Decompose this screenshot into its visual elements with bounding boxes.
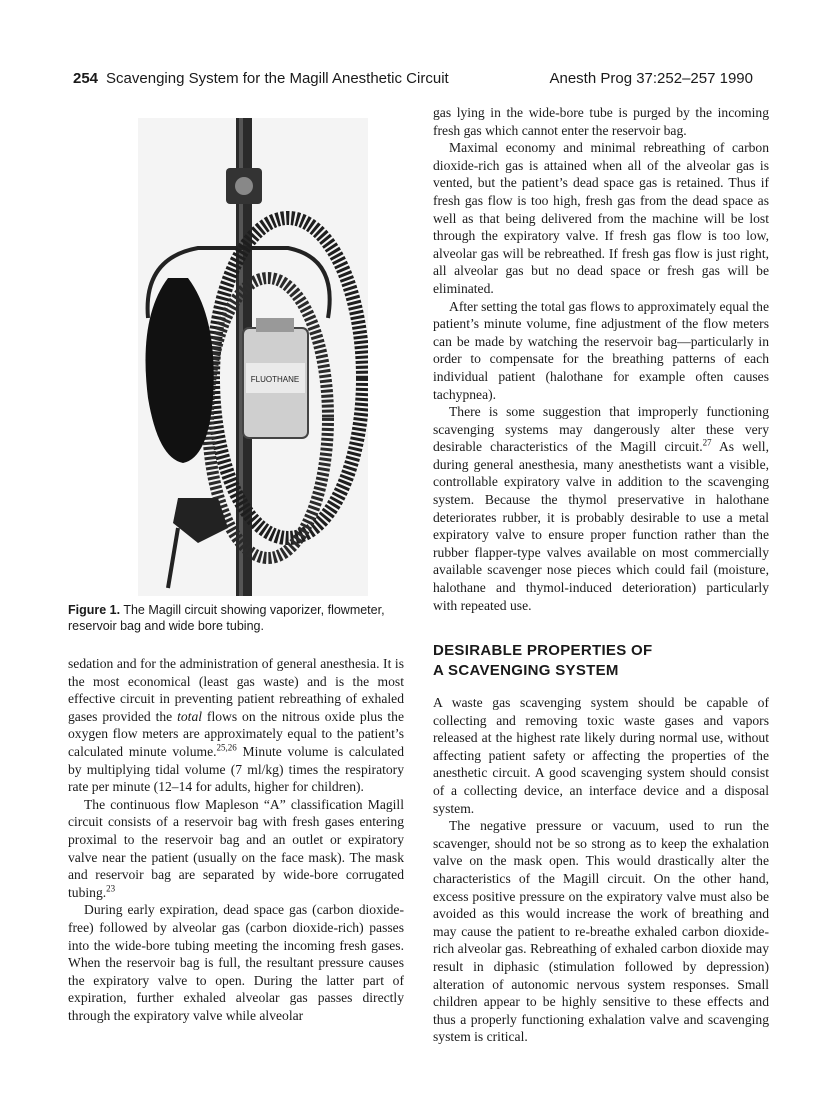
figure-magill-circuit-photo	[138, 118, 368, 596]
paragraph: The negative pressure or vacuum, used to run the scavenger, should not be so strong as to keep the exhalation valve on the mask open. This would drastically alter the characteristics of the Magill circuit. On the other hand, excess positive pressure on the expiratory valve must also be avoided as this would increase the work of breathing and may cause the patient to re-breathe exhaled carbon dioxide-rich alveolar gas. Rebreathing of exhaled carbon dioxide may result in diphasic (stimulation followed by depression) alteration of autonomic nervous system responses. Small children appear to be highly sensitive to these effects and thus a properly functioning exhalation valve and scavenging system is critical.	[433, 818, 769, 1045]
journal-reference: Anesth Prog 37:252–257 1990	[549, 70, 753, 87]
right-column-bottom	[433, 694, 769, 1046]
text-run: There is some suggestion that improperly functioning scavenging systems may dangerously alter these very desirable characteristics of the Magill circuit.	[433, 404, 769, 455]
paragraph	[433, 403, 769, 614]
paragraph	[68, 655, 404, 796]
left-column	[68, 655, 404, 1024]
text-run: sedation and for the administration of general anesthesia. It is the most economical (least gas waste) and is the most effective circuit in preventing patient rebreathing of exhaled gases provided the	[68, 656, 404, 724]
text-run: The continuous flow Mapleson “A” classification Magill circuit consists of a reservoir bag with fresh gases entering proximal to the reservoir bag and an outlet or expiratory valve near the patient (usually on the face mask). The mask and reservoir bag are separated by wide-bore corrugated tubing.	[68, 796, 404, 900]
paragraph: After setting the total gas flows to approximately equal the patient’s minute volume, fine adjustment of the flow meters can be made by watching the reservoir bag—particularly in order to compensate for the breathing patterns of each individual patient (halothane for example often causes tachypnea).	[433, 298, 769, 402]
vaporizer-label: FLUOTHANE	[250, 375, 300, 384]
running-header-left	[73, 70, 449, 87]
running-title: Scavenging System for the Magill Anesthetic Circuit	[106, 70, 449, 87]
right-column-top	[433, 104, 769, 614]
text-run: flows on the nitrous oxide plus the oxygen flow meters are approximately equal to the patient’s calculated minute volume.	[68, 708, 404, 759]
figure-caption	[68, 602, 404, 634]
paragraph: gas lying in the wide-bore tube is purged by the incoming fresh gas which cannot enter the reservoir bag.	[433, 105, 769, 138]
paragraph	[68, 796, 404, 902]
text-run: Minute volume is calculated by multiplying tidal volume (7 ml/kg) times the respiratory rate per minute (12–14 for adults, higher for children).	[68, 743, 404, 795]
citation: 23	[106, 883, 116, 894]
figure-label: Figure 1.	[68, 603, 121, 617]
figure-caption-text: The Magill circuit showing vaporizer, flowmeter, reservoir bag and wide bore tubing.	[68, 603, 385, 633]
paragraph: A waste gas scavenging system should be capable of collecting and removing toxic waste gases and vapors released at the highest rate likely during normal use, without affecting patient safety or affecting the properties of the anesthetic circuit. A good scavenging system should consist of a collecting device, an interface device and a disposal system.	[433, 695, 769, 816]
heading-line: A SCAVENGING SYSTEM	[433, 662, 619, 679]
citation: 25,26	[216, 742, 237, 753]
heading-line: DESIRABLE PROPERTIES OF	[433, 642, 653, 659]
italic-run: total	[177, 708, 203, 724]
page-number: 254	[73, 70, 99, 87]
paragraph: Maximal economy and minimal rebreathing of carbon dioxide-rich gas is attained when all of the alveolar gas is vented, but the patient’s dead space gas is retained. Thus if fresh gas flow is too high, fresh gas from the dead space as well as that being delivered from the machine will be lost through the expiratory valve. If fresh gas flow is too low, alveolar gas will be rebreathed. If fresh gas flow is just right, all alveolar gas but no dead space or fresh gas will be eliminated.	[433, 140, 769, 296]
section-heading	[433, 641, 769, 681]
paragraph: During early expiration, dead space gas (carbon dioxide-free) followed by alveolar gas (carbon dioxide-rich) passes into the wide-bore tubing meeting the incoming fresh gases. When the reservoir bag is full, the resultant pressure causes the expiratory valve to open. During the latter part of expiration, further exhaled alveolar gas passes directly through the expiratory valve while alveolar	[68, 902, 404, 1023]
citation: 27	[702, 437, 712, 448]
text-run: As well, during general anesthesia, many anesthetists want a visible, controllable expiratory valve in addition to the scavenging system. Because the thymol preservative in halothane deteriorates rubber, it is probably desirable to use a metal expiratory valve to ensure proper function rather than the rubber flapper-type valves available on most commercially available scavenger nose pieces which could fail (moisture, halothane and thymol-induced deterioration) particularly with repeated use.	[433, 439, 769, 613]
